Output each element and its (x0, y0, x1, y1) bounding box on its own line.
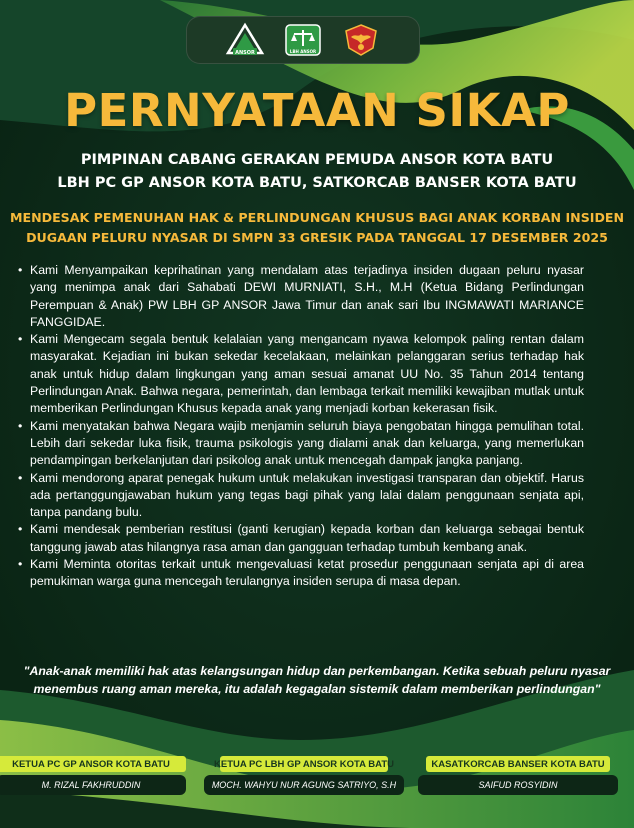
demand-heading-line-1: MENDESAK PEMENUHAN HAK & PERLINDUNGAN KHUSUS BAGI ANAK KORBAN INSIDEN (9, 210, 625, 225)
statement-item: • Kami mendesak pemberian restitusi (ganti kerugian) kepada korban dan keluarga sebagai bentuk tanggung jawab atas hilangnya rasa aman dan gangguan terhadap tumbuh kembang anak. (18, 521, 584, 556)
signatory-name: MOCH. WAHYU NUR AGUNG SATRIYO, S.H (204, 775, 404, 795)
signatory-title: KASATKORCAB BANSER KOTA BATU (426, 756, 610, 772)
statement-item: • Kami Meminta otoritas terkait untuk mengevaluasi ketat prosedur penggunaan senjata api di area pemukiman warga guna mencegah terulangnya insiden serupa di masa depan. (18, 556, 584, 591)
signatory-name: SAIFUD ROSYIDIN (418, 775, 618, 795)
signatory-banser (418, 756, 618, 795)
signatory-lbh (204, 756, 404, 795)
statement-item: • Kami mendorong aparat penegak hukum untuk melakukan investigasi transparan dan objektif. Harus ada pertanggungjawaban hukum yang tegas bagi pihak yang lalai dalam penggunaan senjata api, tanpa pandang bulu. (18, 470, 584, 522)
logo-bar (186, 16, 420, 64)
organization-line-2: LBH PC GP ANSOR KOTA BATU, SATKORCAB BANSER KOTA BATU (57, 175, 577, 191)
statement-list (18, 262, 584, 591)
page-title: PERNYATAAN SIKAP (64, 84, 570, 137)
closing-quote: "Anak-anak memiliki hak atas kelangsungan hidup dan perkembangan. Ketika sebuah peluru nyasar menembus ruang aman mereka, itu adalah kegagalan sistemik dalam memberikan perlindungan" (23, 664, 611, 696)
statement-item: • Kami menyatakan bahwa Negara wajib menjamin seluruh biaya pengobatan hingga pemulihan total. Lebih dari sekedar luka fisik, trauma psikologis yang dialami anak dan keluarga, yang memerlukan pendampingan berkelanjutan dari psikolog anak untuk mencegah dampak jangka panjang. (18, 418, 584, 470)
signatory-name: M. RIZAL FAKHRUDDIN (0, 775, 186, 795)
statement-item: • Kami Menyampaikan keprihatinan yang mendalam atas terjadinya insiden dugaan peluru nyasar yang menimpa anak dari Sahabati DEWI MURNIATI, S.H., M.H (Ketua Bidang Perlindungan Perempuan & Anak) PW LBH GP ANSOR Jawa Timur dan anak sari Ibu INGMAWATI MARIANCE FANGGIDAE. (18, 262, 584, 331)
ansor-logo-icon (225, 22, 265, 58)
lbh-logo-icon (283, 22, 323, 58)
signatory-ansor (0, 756, 186, 795)
ansor-logo-text: ANSOR (235, 50, 255, 56)
statement-item: • Kami Mengecam segala bentuk kelalaian yang mengancam nyawa kelompok paling rentan dalam masyarakat. Kejadian ini bukan sekedar kecelakaan, melainkan pelanggaran serius terhadap hak anak untuk hidup dalam lingkungan yang aman sesuai amanat UU No. 35 Tahun 2014 tentang Perlindungan Anak. Bahwa negara, pemerintah, dan lembaga terkait memiliki kewajiban mutlak untuk memberikan Perlindungan Khusus kepada anak yang menjadi korban kekerasan fisik. (18, 331, 584, 417)
signatory-title: KETUA PC GP ANSOR KOTA BATU (0, 756, 186, 772)
organization-line-1: PIMPINAN CABANG GERAKAN PEMUDA ANSOR KOTA BATU (80, 152, 554, 168)
lbh-logo-text: LBH ANSOR (289, 49, 317, 54)
signatory-title: KETUA PC LBH GP ANSOR KOTA BATU (220, 756, 388, 772)
banser-logo-icon (341, 22, 381, 58)
demand-heading-line-2: DUGAAN PELURU NYASAR DI SMPN 33 GRESIK PADA TANGGAL 17 DESEMBER 2025 (26, 230, 608, 245)
